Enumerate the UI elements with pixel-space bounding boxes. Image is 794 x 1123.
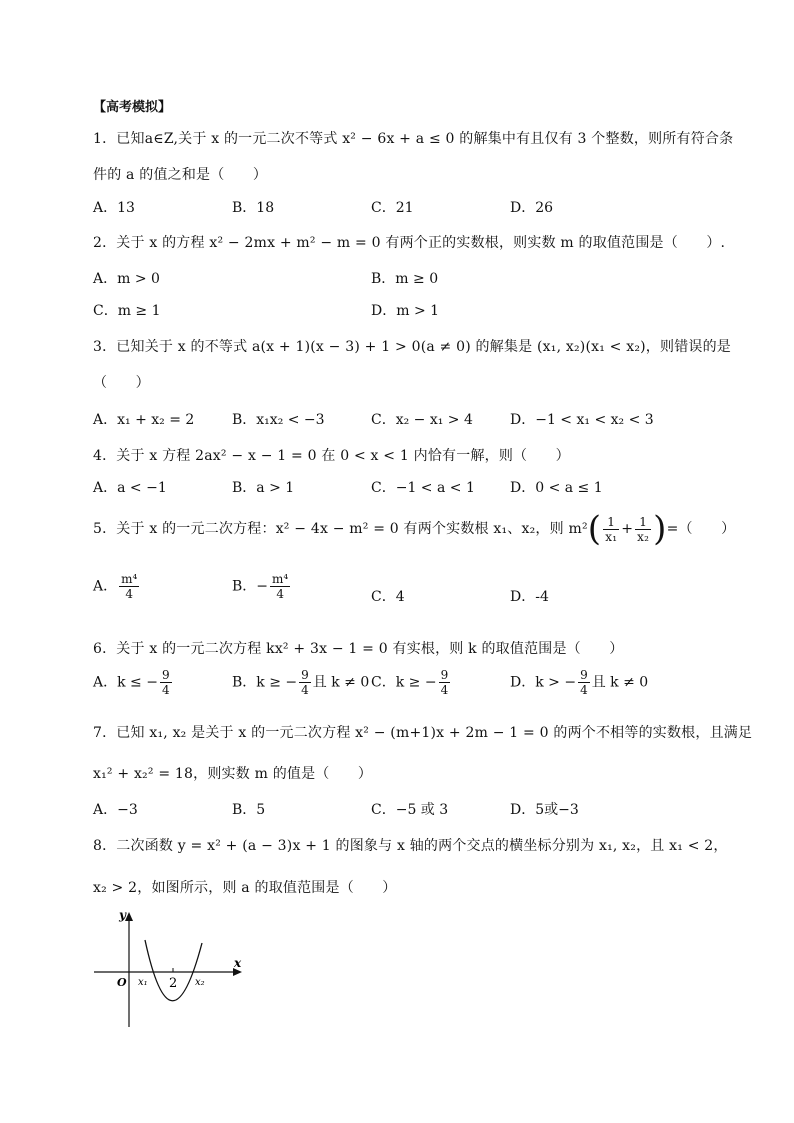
q6-option-c-fraction [439, 668, 451, 697]
q5-option-a-prefix: A． [93, 578, 118, 595]
q3-option-a: A．x₁ + x₂ = 2 [93, 412, 195, 428]
q5-frac2-denominator: x₂ [637, 529, 650, 544]
q5-frac1-numerator: 1 [603, 515, 619, 530]
two-label: 2 [169, 976, 178, 991]
q6-option-a-fraction [160, 668, 172, 697]
q1-stem-line2: 件的 a 的值之和是（ ） [93, 167, 268, 183]
q4-option-d: D．0 < a ≤ 1 [510, 480, 603, 496]
origin-label: O [117, 976, 127, 989]
q8-stem-line1: 8．二次函数 y = x² + (a − 3)x + 1 的图象与 x 轴的两个交点的横坐标分别为 x₁, x₂，且 x₁ < 2， [93, 838, 728, 854]
q7-option-a: A．−3 [93, 802, 138, 818]
q4-stem-line1: 4．关于 x 方程 2ax² − x − 1 = 0 在 0 < x < 1 内恰有一解，则（ ） [93, 448, 570, 464]
section-heading: 【高考模拟】 [93, 100, 172, 115]
q1-stem-line1: 1．已知a∈Z,关于 x 的一元二次不等式 x² − 6x + a ≤ 0 的解集中有且仅有 3 个整数，则所有符合条 [93, 131, 734, 147]
q6-option-b-denominator: 4 [301, 683, 309, 697]
q5-option-b-denominator: 4 [276, 587, 284, 601]
q7-option-b: B．5 [232, 802, 266, 818]
y-axis-arrow [125, 912, 133, 921]
q3-stem-line1: 3．已知关于 x 的不等式 a(x + 1)(x − 3) + 1 > 0(a ≠ 0) 的解集是 (x₁, x₂)(x₁ < x₂)，则错误的是 [93, 339, 732, 355]
q6-option-b-suffix: 且 k ≠ 0 [312, 674, 370, 691]
q5-fraction-2 [635, 515, 651, 544]
q3-stem-line2: （ ） [93, 375, 150, 391]
q5-option-a-numerator: m⁴ [121, 572, 138, 586]
q5-fraction-1 [603, 515, 619, 544]
q6-option-d-prefix: D．k > − [510, 674, 577, 691]
q2-option-b: B．m ≥ 0 [371, 271, 439, 287]
q6-option-c-numerator: 9 [440, 668, 449, 682]
q1-option-d: D．26 [510, 200, 554, 216]
y-axis-label: y [119, 908, 126, 922]
q2-option-c: C．m ≥ 1 [93, 303, 161, 319]
q2-option-d: D．m > 1 [371, 303, 440, 319]
q5-option-b-fraction [270, 572, 290, 601]
q6-option-b-numerator: 9 [301, 668, 309, 682]
q4-option-c: C．−1 < a < 1 [371, 480, 475, 496]
q1-option-a: A．13 [93, 200, 135, 216]
q5-option-b [232, 572, 292, 601]
q6-option-d [510, 668, 648, 697]
q7-option-c: C．−5 或 3 [371, 802, 449, 818]
q7-option-d: D．5或−3 [510, 802, 579, 818]
q5-option-a [93, 572, 141, 601]
q6-option-b [232, 668, 369, 697]
x1-label: x₁ [138, 977, 148, 988]
q5-option-b-numerator: m⁴ [272, 572, 289, 586]
parabola-graph [88, 905, 258, 1035]
x2-label: x₂ [195, 977, 205, 988]
q6-stem-line1: 6．关于 x 的一元二次方程 kx² + 3x − 1 = 0 有实根，则 k 的取值范围是（ ） [93, 641, 624, 657]
q6-option-b-fraction [299, 668, 311, 697]
q8-stem-line2: x₂ > 2，如图所示，则 a 的取值范围是（ ） [93, 880, 397, 896]
q6-option-a-denominator: 4 [161, 683, 170, 697]
q7-stem-line2: x₁² + x₂² = 18，则实数 m 的值是（ ） [93, 766, 373, 782]
q6-option-d-fraction [578, 668, 590, 697]
q2-option-a: A．m > 0 [93, 271, 160, 287]
q6-option-a-numerator: 9 [161, 668, 170, 682]
q7-stem-line1: 7．已知 x₁, x₂ 是关于 x 的一元二次方程 x² − (m+1)x + 2m − 1 = 0 的两个不相等的实数根，且满足 [93, 725, 753, 741]
q5-left-paren: ( [587, 509, 602, 549]
q6-option-d-numerator: 9 [580, 668, 588, 682]
q5-stem-line1 [93, 509, 736, 549]
q5-plus: + [621, 521, 634, 537]
q5-stem-text: 5．关于 x 的一元二次方程：x² − 4x − m² = 0 有两个实数根 x₁、x₂，则 m² [93, 521, 588, 537]
q6-option-c [371, 668, 452, 697]
q6-option-c-denominator: 4 [440, 683, 449, 697]
q6-option-c-prefix: C．k ≥ − [371, 674, 437, 691]
q5-frac1-denominator: x₁ [605, 529, 618, 544]
q6-option-d-suffix: 且 k ≠ 0 [591, 674, 649, 691]
q3-option-d: D．−1 < x₁ < x₂ < 3 [510, 412, 654, 428]
q6-option-d-denominator: 4 [580, 683, 588, 697]
q1-option-b: B．18 [232, 200, 275, 216]
q5-stem-end: =（ ） [666, 521, 736, 537]
q1-option-c: C．21 [371, 200, 414, 216]
q6-option-a [93, 668, 174, 697]
q6-option-b-prefix: B．k ≥ − [232, 674, 298, 691]
q5-frac2-numerator: 1 [635, 515, 651, 530]
q2-stem-line1: 2．关于 x 的方程 x² − 2mx + m² − m = 0 有两个正的实数根，则实数 m 的取值范围是（ ）. [93, 235, 726, 251]
q5-option-a-fraction [119, 572, 139, 601]
q4-option-b: B．a > 1 [232, 480, 295, 496]
q3-option-c: C．x₂ − x₁ > 4 [371, 412, 473, 428]
q5-right-paren: ) [653, 509, 667, 549]
q6-option-a-prefix: A．k ≤ − [93, 674, 158, 691]
q5-option-b-prefix: B．− [232, 578, 269, 595]
q5-option-d: D．-4 [510, 589, 549, 605]
q3-option-b: B．x₁x₂ < −3 [232, 412, 325, 428]
x-axis-label: x [234, 956, 242, 970]
q5-option-c: C．4 [371, 589, 405, 605]
q4-option-a: A．a < −1 [93, 480, 167, 496]
q5-option-a-denominator: 4 [125, 587, 134, 601]
